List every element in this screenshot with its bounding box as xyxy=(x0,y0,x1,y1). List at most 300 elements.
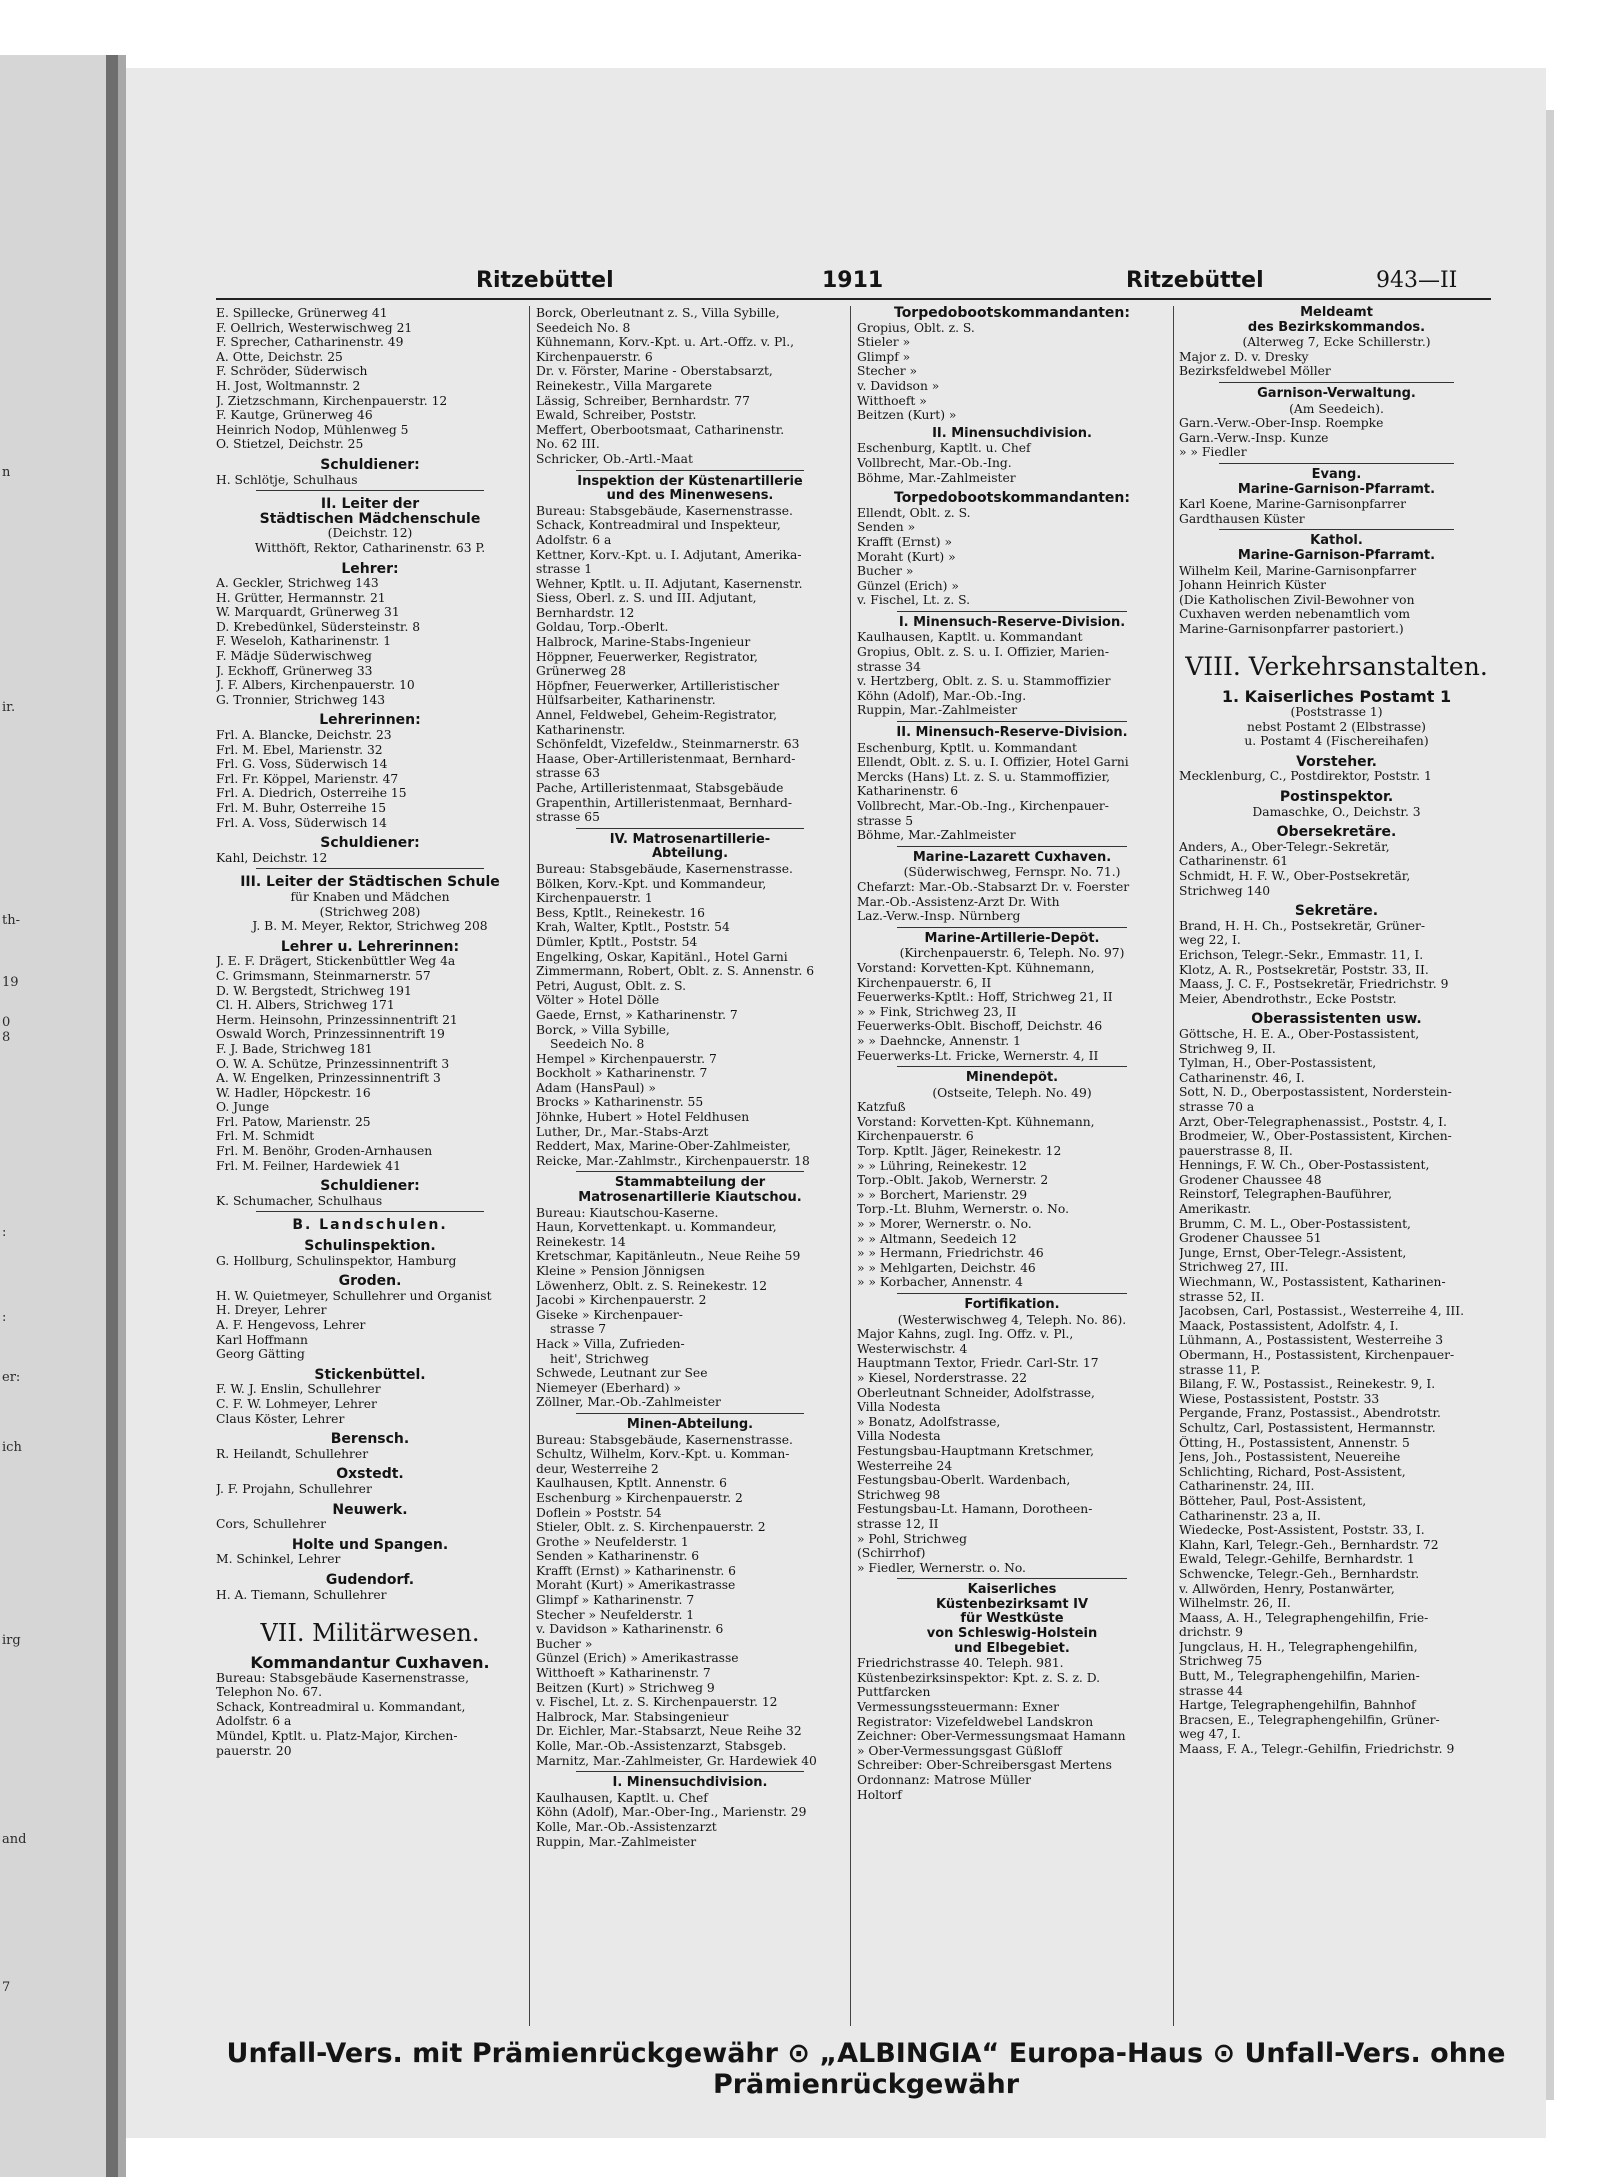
entry: Vorstand: Korvetten-Kpt. Kühnemann, xyxy=(857,1114,1095,1129)
entry: Kühnemann, Korv.-Kpt. u. Art.-Offz. v. Pl., xyxy=(536,335,795,350)
entry: Maass, F. A., Telegr.-Gehilfin, Friedrichstr. 9 xyxy=(1179,1742,1455,1757)
entry: Wilhelmstr. 26, II. xyxy=(1179,1596,1291,1611)
entry: » Bonatz, Adolfstrasse, xyxy=(857,1414,1001,1429)
header-rule xyxy=(216,298,1491,300)
entry: v. Fischel, Lt. z. S. xyxy=(857,593,971,608)
section-heading: Fortifikation. xyxy=(964,1298,1060,1312)
entry: Hartge, Telegraphengehilfin, Bahnhof xyxy=(1179,1698,1416,1713)
entry: Böhme, Mar.-Zahlmeister xyxy=(857,828,1016,843)
entry: Brand, H. H. Ch., Postsekretär, Grüner- xyxy=(1179,918,1426,933)
section-heading: B. Landschulen. xyxy=(292,1218,448,1234)
section-subtitle: (Ostseite, Teleph. No. 49) xyxy=(932,1085,1092,1100)
entry: weg 22, I. xyxy=(1179,933,1241,948)
column-2 xyxy=(536,306,844,1849)
section-heading: Garnison-Verwaltung. xyxy=(1257,386,1416,401)
entry: Catharinenstr. 24, III. xyxy=(1179,1479,1315,1494)
entry: Ellendt, Oblt. z. S. u. I. Offizier, Hotel Garni xyxy=(857,755,1129,770)
entry: Junge, Ernst, Ober-Telegr.-Assistent, xyxy=(1179,1245,1407,1260)
section-subtitle: für Knaben und Mädchen xyxy=(290,889,450,904)
entry: H. Dreyer, Lehrer xyxy=(216,1303,327,1318)
entry: Jacobsen, Carl, Postassist., Westerreihe 4, III. xyxy=(1179,1304,1465,1319)
entry: Frl. A. Blancke, Deichstr. 23 xyxy=(216,728,392,743)
entry: Mecklenburg, C., Postdirektor, Poststr. 1 xyxy=(1179,769,1432,784)
section-heading: Meldeamt xyxy=(1300,306,1373,320)
entry: Senden » Katharinenstr. 6 xyxy=(536,1549,700,1564)
entry: Eschenburg, Kptlt. u. Kommandant xyxy=(857,740,1077,755)
entry: Kaulhausen, Kaptlt. u. Chef xyxy=(536,1790,708,1805)
entry: v. Davidson » Katharinenstr. 6 xyxy=(536,1622,724,1637)
entry: Gropius, Oblt. z. S. xyxy=(857,320,975,335)
entry: J. E. F. Drägert, Stickenbüttler Weg 4a xyxy=(216,954,456,969)
entry: Senden » xyxy=(857,520,916,535)
advertisement-footer: Unfall-Vers. mit Prämienrückgewähr ⊙ „ALBINGIA“ Europa-Haus ⊙ Unfall-Vers. ohne Prämienrückgewähr xyxy=(226,2038,1506,2100)
margin-fragment: 0 xyxy=(2,1015,11,1030)
margin-fragment: 7 xyxy=(2,1980,11,1995)
entry: Schultz, Carl, Postassistent, Hermannstr. xyxy=(1179,1420,1436,1435)
entry: Friedrichstrasse 40. Teleph. 981. xyxy=(857,1656,1064,1671)
entry: Kirchenpauerstr. 6 xyxy=(857,1129,974,1144)
entry: Ruppin, Mar.-Zahlmeister xyxy=(536,1834,697,1849)
entry: Frl. M. Benöhr, Groden-Arnhausen xyxy=(216,1144,433,1159)
section-heading: I. Minensuchdivision. xyxy=(612,1776,768,1791)
entry: Westerreihe 24 xyxy=(857,1458,953,1473)
section-heading: Neuwerk. xyxy=(332,1502,408,1518)
entry: » Kiesel, Norderstrasse. 22 xyxy=(857,1370,1028,1385)
section-heading: Evang. xyxy=(1311,467,1362,482)
entry: Günzel (Erich) » xyxy=(857,578,959,593)
section-heading: Gudendorf. xyxy=(325,1572,415,1588)
header-right-place: Ritzebüttel xyxy=(1126,268,1264,293)
section-heading: Lehrerinnen: xyxy=(319,713,421,729)
entry: Krafft (Ernst) » xyxy=(857,534,953,549)
entry: Bureau: Kiautschou-Kaserne. xyxy=(536,1205,719,1220)
entry: Glimpf » Katharinenstr. 7 xyxy=(536,1593,695,1608)
entry: pauerstrasse 8, II. xyxy=(1179,1143,1293,1158)
entry: Sott, N. D., Oberpostassistent, Norderstein- xyxy=(1179,1085,1452,1100)
entry: Feuerwerks-Lt. Fricke, Wernerstr. 4, II xyxy=(857,1048,1099,1063)
entry: Herm. Heinsohn, Prinzessinnentrift 21 xyxy=(216,1012,458,1027)
entry: G. Tronnier, Strichweg 143 xyxy=(216,692,386,707)
entry: Völter » Hotel Dölle xyxy=(536,993,660,1008)
entry: Bureau: Stabsgebäude, Kasernenstrasse. xyxy=(536,1432,793,1447)
section-heading: und Elbegebiet. xyxy=(954,1641,1070,1656)
section-subtitle: (Deichstr. 12) xyxy=(327,526,413,541)
entry: Grodener Chaussee 51 xyxy=(1179,1231,1322,1246)
entry: Wiese, Postassistent, Poststr. 33 xyxy=(1179,1391,1380,1406)
entry: Katharinenstr. xyxy=(536,722,626,737)
section-heading: Holte und Spangen. xyxy=(291,1537,449,1553)
entry: Major z. D. v. Dresky xyxy=(1179,349,1309,364)
adjacent-page-strip xyxy=(0,55,110,2177)
entry: O. Junge xyxy=(216,1100,270,1115)
entry: drichstr. 9 xyxy=(1179,1625,1243,1640)
entry: strasse 63 xyxy=(536,766,600,781)
section-heading: Postinspektor. xyxy=(1279,790,1394,805)
section-heading: Oxstedt. xyxy=(336,1467,404,1482)
entry: Garn.-Verw.-Insp. Kunze xyxy=(1179,430,1329,445)
section-heading: Marine-Garnison-Pfarramt. xyxy=(1237,482,1436,497)
entry: Strichweg 140 xyxy=(1179,883,1271,898)
entry: Siess, Oberl. z. S. und III. Adjutant, xyxy=(536,591,757,606)
entry: » » Morer, Wernerstr. o. No. xyxy=(857,1217,1032,1232)
entry: Maass, J. C. F., Postsekretär, Friedrichstr. 9 xyxy=(1179,977,1449,992)
entry: Frl. Fr. Köppel, Marienstr. 47 xyxy=(216,771,399,786)
entry: strasse 1 xyxy=(536,562,593,577)
entry: Bureau: Stabsgebäude Kasernenstrasse, xyxy=(216,1670,469,1685)
entry: Strichweg 27, III. xyxy=(1179,1260,1289,1275)
column-3 xyxy=(857,306,1167,1802)
section-heading: Minendepôt. xyxy=(965,1071,1059,1086)
entry: » » Korbacher, Annenstr. 4 xyxy=(857,1275,1023,1290)
entry: Hülfsarbeiter, Katharinenstr. xyxy=(536,693,716,708)
entry: Torp.-Lt. Bluhm, Wernerstr. o. No. xyxy=(857,1202,1070,1217)
entry: Bockholt » Katharinenstr. 7 xyxy=(536,1066,708,1081)
margin-fragment: ir. xyxy=(2,700,16,715)
entry: Witthoeft » xyxy=(857,393,927,408)
entry: Adolfstr. 6 a xyxy=(536,532,612,547)
entry: Zöllner, Mar.-Ob.-Zahlmeister xyxy=(536,1395,721,1410)
section-heading: 1. Kaiserliches Postamt 1 xyxy=(1221,690,1452,706)
entry: Klotz, A. R., Postsekretär, Poststr. 33, II. xyxy=(1179,962,1429,977)
entry: Frl. G. Voss, Süderwisch 14 xyxy=(216,757,388,772)
entry: Catharinenstr. 61 xyxy=(1179,854,1289,869)
entry: Kaulhausen, Kaptlt. u. Kommandant xyxy=(857,630,1083,645)
entry: Halbrock, Mar. Stabsingenieur xyxy=(536,1709,729,1724)
margin-fragment: irg xyxy=(2,1633,21,1648)
entry: Höpfner, Feuerwerker, Artilleristischer xyxy=(536,678,780,693)
entry: G. Hollburg, Schulinspektor, Hamburg xyxy=(216,1253,457,1268)
entry: Ellendt, Oblt. z. S. xyxy=(857,505,971,520)
entry: Köhn (Adolf), Mar.-Ob.-Ing. xyxy=(857,688,1027,703)
entry: Wiechmann, W., Postassistent, Katharinen- xyxy=(1179,1275,1446,1290)
entry: Ewald, Schreiber, Poststr. xyxy=(536,408,697,423)
section-heading: Kathol. xyxy=(1310,534,1363,549)
entry: Bernhardstr. 12 xyxy=(536,605,635,620)
entry: Karl Koene, Marine-Garnisonpfarrer xyxy=(1179,497,1407,512)
margin-fragment: n xyxy=(2,465,11,480)
entry: F. Oellrich, Westerwischweg 21 xyxy=(216,320,413,335)
entry: Strichweg 9, II. xyxy=(1179,1041,1276,1056)
entry: Ötting, H., Postassistent, Annenstr. 5 xyxy=(1179,1435,1410,1450)
section-heading: Berensch. xyxy=(330,1432,410,1447)
section-heading: Schulinspektion. xyxy=(304,1239,436,1254)
entry: F. W. J. Enslin, Schullehrer xyxy=(216,1382,381,1397)
section-subtitle: (Am Seedeich). xyxy=(1289,401,1384,416)
entry: C. Grimsmann, Steinmarnerstr. 57 xyxy=(216,968,431,983)
entry: Puttfarcken xyxy=(857,1685,931,1700)
entry: Bucher » xyxy=(536,1636,593,1651)
entry: pauerstr. 20 xyxy=(216,1743,292,1758)
entry: Göttsche, H. E. A., Ober-Postassistent, xyxy=(1179,1026,1420,1041)
entry: Dr. v. Förster, Marine - Oberstabsarzt, xyxy=(536,364,773,379)
entry: Eschenburg » Kirchenpauerstr. 2 xyxy=(536,1490,743,1505)
entry: Georg Gätting xyxy=(216,1347,305,1362)
entry: Adolfstr. 6 a xyxy=(216,1714,292,1729)
entry: Grünerweg 28 xyxy=(536,664,626,679)
entry: Major Kahns, zugl. Ing. Offz. v. Pl., xyxy=(857,1327,1074,1342)
entry: strasse 11, P. xyxy=(1179,1362,1261,1377)
entry: Bezirksfeldwebel Möller xyxy=(1179,364,1331,379)
entry: Marnitz, Mar.-Zahlmeister, Gr. Hardewiek 40 xyxy=(536,1753,817,1768)
entry: strasse 52, II. xyxy=(1179,1289,1265,1304)
entry: Grapenthin, Artilleristenmaat, Bernhard- xyxy=(536,795,793,810)
entry: F. Kautge, Grünerweg 46 xyxy=(216,408,373,423)
entry: Stecher » xyxy=(857,364,918,379)
column-4 xyxy=(1179,306,1494,1757)
entry: Dümler, Kptlt., Poststr. 54 xyxy=(536,934,698,949)
entry: D. Krebedünkel, Südersteinstr. 8 xyxy=(216,619,421,634)
entry: Schmidt, H. F. W., Ober-Postsekretär, xyxy=(1179,869,1411,883)
entry: Hack » Villa, Zufrieden- xyxy=(536,1336,685,1351)
entry: Schricker, Ob.-Artl.-Maat xyxy=(536,451,693,466)
running-header xyxy=(126,268,1546,298)
entry: Frl. M. Ebel, Marienstr. 32 xyxy=(216,742,383,757)
section-heading: Obersekretäre. xyxy=(1276,825,1397,840)
section-heading: II. Minensuch-Reserve-Division. xyxy=(896,726,1128,741)
entry: strasse 12, II xyxy=(857,1516,939,1531)
entry: Ordonnanz: Matrose Müller xyxy=(857,1773,1032,1787)
entry: Schack, Kontreadmiral und Inspekteur, xyxy=(536,518,781,533)
entry: Stieler, Oblt. z. S. Kirchenpauerstr. 2 xyxy=(536,1520,766,1535)
section-heading: Lehrer u. Lehrerinnen: xyxy=(280,939,460,955)
entry: » » Borchert, Marienstr. 29 xyxy=(857,1187,1028,1202)
section-heading: I. Minensuch-Reserve-Division. xyxy=(898,615,1126,630)
entry: Bracsen, E., Telegraphengehilfin, Grüner- xyxy=(1179,1712,1440,1727)
section-heading: Marine-Lazarett Cuxhaven. xyxy=(912,850,1112,865)
section-heading: und des Minenwesens. xyxy=(606,489,774,504)
entry: Vollbrecht, Mar.-Ob.-Ing. xyxy=(857,455,1012,470)
entry: Grothe » Neufelderstr. 1 xyxy=(536,1534,689,1549)
entry: Anders, A., Ober-Telegr.-Sekretär, xyxy=(1179,839,1390,854)
entry: Mar.-Ob.-Assistenz-Arzt Dr. With xyxy=(857,894,1060,909)
entry: Garn.-Verw.-Ober-Insp. Roempke xyxy=(1179,416,1384,431)
scanned-page xyxy=(126,68,1546,2138)
entry: » » Lühring, Reinekestr. 12 xyxy=(857,1158,1027,1173)
entry: Catharinenstr. 46, I. xyxy=(1179,1070,1305,1085)
entry: Bötteher, Paul, Post-Assistent, xyxy=(1179,1493,1367,1508)
section-heading: Schuldiener: xyxy=(320,836,420,851)
entry: Haun, Korvettenkapt. u. Kommandeur, xyxy=(536,1220,777,1235)
section-heading: Sekretäre. xyxy=(1294,904,1379,919)
entry: Kettner, Korv.-Kpt. u. I. Adjutant, Amerika- xyxy=(536,547,802,562)
entry: Frl. M. Schmidt xyxy=(216,1129,315,1144)
entry: Bölken, Korv.-Kpt. und Kommandeur, xyxy=(536,876,767,891)
entry: F. Schröder, Süderwisch xyxy=(216,364,368,379)
entry: Bureau: Stabsgebäude, Kasernenstrasse. xyxy=(536,503,793,518)
entry: Marine-Garnisonpfarrer pastoriert.) xyxy=(1179,621,1404,636)
entry: Wiedecke, Post-Assistent, Poststr. 33, I. xyxy=(1179,1523,1425,1538)
entry: heit', Strichweg xyxy=(550,1351,649,1366)
entry: Hempel » Kirchenpauerstr. 7 xyxy=(536,1051,717,1066)
entry: Festungsbau-Oberlt. Wardenbach, xyxy=(857,1473,1071,1488)
entry: Schwede, Leutnant zur See xyxy=(536,1366,708,1381)
entry: Mündel, Kptlt. u. Platz-Major, Kirchen- xyxy=(216,1729,458,1744)
entry: Zeichner: Ober-Vermessungsmaat Hamann xyxy=(857,1729,1126,1744)
entry: Kretschmar, Kapitänleutn., Neue Reihe 59 xyxy=(536,1249,801,1264)
header-left-place: Ritzebüttel xyxy=(476,268,614,293)
entry: Höppner, Feuerwerker, Registrator, xyxy=(536,649,758,664)
entry: Seedeich No. 8 xyxy=(536,320,631,335)
book-gutter xyxy=(106,55,118,2177)
entry: Beitzen (Kurt) » xyxy=(857,408,957,423)
entry: (Schirrhof) xyxy=(857,1546,926,1561)
entry: Frl. A. Voss, Süderwisch 14 xyxy=(216,815,387,830)
entry: Meier, Abendrothstr., Ecke Poststr. xyxy=(1179,991,1397,1006)
entry: Stecher » Neufelderstr. 1 xyxy=(536,1607,695,1622)
column-divider xyxy=(1173,306,1174,2026)
entry: Annel, Feldwebel, Geheim-Registrator, xyxy=(536,708,778,723)
entry: Schlichting, Richard, Post-Assistent, xyxy=(1179,1464,1406,1479)
page-number: 943—II xyxy=(1376,268,1458,293)
entry: Reinstorf, Telegraphen-Bauführer, xyxy=(1179,1187,1393,1202)
section-heading: Marine-Artillerie-Depôt. xyxy=(924,931,1100,946)
section-heading: Schuldiener: xyxy=(320,457,420,473)
entry: Löwenherz, Oblt. z. S. Reinekestr. 12 xyxy=(536,1278,768,1293)
entry: Maack, Postassistent, Adolfstr. 4, I. xyxy=(1179,1318,1399,1333)
section-heading: Küstenbezirksamt IV xyxy=(935,1597,1089,1612)
entry: W. Marquardt, Grünerweg 31 xyxy=(216,605,400,620)
entry: Holtorf xyxy=(857,1787,902,1802)
column-1 xyxy=(216,306,524,1758)
entry: Johann Heinrich Küster xyxy=(1179,578,1326,593)
entry: O. W. A. Schütze, Prinzessinnentrift 3 xyxy=(216,1056,450,1071)
entry: F. Weseloh, Katharinenstr. 1 xyxy=(216,634,392,649)
margin-fragment: ich xyxy=(2,1440,22,1455)
entry: Witthoeft » Katharinenstr. 7 xyxy=(536,1666,711,1681)
entry: Schwencke, Telegr.-Geh., Bernhardstr. xyxy=(1179,1566,1420,1581)
entry: Seedeich No. 8 xyxy=(550,1037,645,1052)
entry: Vermessungssteuermann: Exner xyxy=(857,1700,1059,1715)
entry: Bilang, F. W., Postassist., Reinekestr. 9, I. xyxy=(1179,1377,1436,1392)
section-heading: Torpedobootskommandanten: xyxy=(894,306,1130,321)
entry: Moraht (Kurt) » xyxy=(857,549,956,564)
entry: Maass, A. H., Telegraphengehilfin, Frie- xyxy=(1179,1610,1429,1625)
section-heading: Schuldiener: xyxy=(320,1179,420,1194)
section-heading: Abteilung. xyxy=(651,847,729,862)
entry: Hennings, F. W. Ch., Ober-Postassistent, xyxy=(1179,1158,1430,1173)
entry: Halbrock, Marine-Stabs-Ingenieur xyxy=(536,635,751,650)
entry: Jungclaus, H. H., Telegraphengehilfin, xyxy=(1179,1639,1418,1654)
entry: Haase, Ober-Artilleristenmaat, Bernhard- xyxy=(536,751,796,766)
entry: Eschenburg, Kaptlt. u. Chef xyxy=(857,441,1031,456)
section-heading: von Schleswig-Holstein xyxy=(926,1627,1098,1642)
entry: Brodmeier, W., Ober-Postassistent, Kirchen- xyxy=(1179,1129,1452,1144)
entry: F. J. Bade, Strichweg 181 xyxy=(216,1041,373,1056)
chapter-heading: VII. Militärwesen. xyxy=(260,1619,480,1648)
entry: Meffert, Oberbootsmaat, Catharinenstr. xyxy=(536,422,785,437)
entry: Kirchenpauerstr. 6 xyxy=(536,349,653,364)
entry: A. Geckler, Strichweg 143 xyxy=(216,576,379,591)
section-subtitle: u. Postamt 4 (Fischereihafen) xyxy=(1244,734,1429,749)
entry: R. Heilandt, Schullehrer xyxy=(216,1446,369,1461)
entry: strasse 34 xyxy=(857,659,921,674)
entry: Bucher » xyxy=(857,564,914,579)
entry: Amerikastr. xyxy=(1179,1202,1252,1217)
entry: » » Mehlgarten, Deichstr. 46 xyxy=(857,1260,1036,1275)
entry: Günzel (Erich) » Amerikastrasse xyxy=(536,1651,739,1666)
section-heading: Inspektion der Küstenartillerie xyxy=(577,474,803,489)
entry: Damaschke, O., Deichstr. 3 xyxy=(1252,804,1421,819)
entry: v. Allwörden, Henry, Postanwärter, xyxy=(1179,1581,1395,1596)
entry: Kleine » Pension Jönnigsen xyxy=(536,1264,705,1278)
section-heading: Stickenbüttel. xyxy=(314,1367,426,1383)
entry: Frl. M. Feilner, Hardewiek 41 xyxy=(216,1158,401,1173)
entry: v. Hertzberg, Oblt. z. S. u. Stammoffizier xyxy=(857,674,1111,689)
entry: v. Davidson » xyxy=(857,378,940,393)
section-subtitle: nebst Postamt 2 (Elbstrasse) xyxy=(1247,719,1426,734)
entry: J. F. Albers, Kirchenpauerstr. 10 xyxy=(216,678,415,693)
entry: Beitzen (Kurt) » Strichweg 9 xyxy=(536,1680,715,1695)
entry: » » Hermann, Friedrichstr. 46 xyxy=(857,1246,1044,1261)
entry: Wehner, Kptlt. u. II. Adjutant, Kasernenstr. xyxy=(536,576,803,591)
entry: Strichweg 98 xyxy=(857,1487,941,1502)
section-heading: II. Minensuchdivision. xyxy=(932,426,1092,441)
entry: Erichson, Telegr.-Sekr., Emmastr. 11, I. xyxy=(1179,947,1424,962)
book-gutter-shadow xyxy=(118,55,126,2177)
entry: Kaulhausen, Kptlt. Annenstr. 6 xyxy=(536,1476,727,1491)
entry: Kolle, Mar.-Ob.-Assistenzarzt xyxy=(536,1819,717,1834)
entry: Küstenbezirksinspektor: Kpt. z. S. z. D. xyxy=(857,1670,1101,1685)
entry: Köhn (Adolf), Mar.-Ober-Ing., Marienstr. 29 xyxy=(536,1805,807,1820)
margin-fragment: th- xyxy=(2,913,20,928)
section-subtitle: (Westerwischweg 4, Teleph. No. 86). xyxy=(897,1312,1127,1327)
entry: Torp.-Oblt. Jakob, Wernerstr. 2 xyxy=(857,1173,1049,1188)
entry: Dr. Eichler, Mar.-Stabsarzt, Neue Reihe 32 xyxy=(536,1724,802,1739)
entry: Doflein » Poststr. 54 xyxy=(536,1505,662,1520)
entry: Reicke, Mar.-Zahlmstr., Kirchenpauerstr. 18 xyxy=(536,1153,810,1168)
entry: Stieler » xyxy=(857,335,911,350)
entry: Kirchenpauerstr. 6, II xyxy=(857,975,992,990)
entry: Schreiber: Ober-Schreibersgast Mertens xyxy=(857,1758,1112,1773)
section-subtitle: (Süderwischweg, Fernspr. No. 71.) xyxy=(903,865,1121,880)
entry: Heinrich Nodop, Mühlenweg 5 xyxy=(216,422,409,437)
entry: H. Grütter, Hermannstr. 21 xyxy=(216,590,386,605)
entry: Adam (HansPaul) » xyxy=(536,1080,656,1095)
entry: A. F. Hengevoss, Lehrer xyxy=(216,1318,366,1332)
section-heading: III. Leiter der Städtischen Schule xyxy=(240,875,500,890)
entry: Mercks (Hans) Lt. z. S. u. Stammoffizier, xyxy=(857,769,1111,784)
entry: Arzt, Ober-Telegraphenassist., Poststr. 4, I. xyxy=(1179,1114,1447,1129)
entry: Engelking, Oskar, Kapitänl., Hotel Garni xyxy=(536,949,788,964)
entry: Telephon No. 67. xyxy=(216,1685,323,1700)
entry: Obermann, H., Postassistent, Kirchenpauer- xyxy=(1179,1348,1455,1362)
entry: Butt, M., Telegraphengehilfin, Marien- xyxy=(1179,1669,1420,1684)
entry: Gaede, Ernst, » Katharinenstr. 7 xyxy=(536,1007,738,1022)
entry: Brumm, C. M. L., Ober-Postassistent, xyxy=(1179,1216,1411,1231)
section-heading: Marine-Garnison-Pfarramt. xyxy=(1237,548,1436,563)
entry: » Fiedler, Wernerstr. o. No. xyxy=(857,1560,1026,1575)
entry: Jacobi » Kirchenpauerstr. 2 xyxy=(536,1293,707,1308)
entry: Feuerwerks-Kptlt.: Hoff, Strichweg 21, II xyxy=(857,990,1113,1005)
entry: J. B. M. Meyer, Rektor, Strichweg 208 xyxy=(252,919,488,934)
entry: Glimpf » xyxy=(857,349,911,364)
entry: v. Fischel, Lt. z. S. Kirchenpauerstr. 12 xyxy=(536,1695,778,1710)
entry: Chefarzt: Mar.-Ob.-Stabsarzt Dr. v. Foerster xyxy=(857,879,1130,894)
entry: Frl. A. Diedrich, Osterreihe 15 xyxy=(216,786,407,801)
entry: Festungsbau-Lt. Hamann, Dorotheen- xyxy=(857,1502,1093,1517)
entry: Festungsbau-Hauptmann Kretschmer, xyxy=(857,1443,1094,1458)
entry: Lässig, Schreiber, Bernhardstr. 77 xyxy=(536,393,750,408)
entry: D. W. Bergstedt, Strichweg 191 xyxy=(216,983,412,998)
section-heading: Städtischen Mädchenschule xyxy=(259,511,481,527)
entry: Kolle, Mar.-Ob.-Assistenzarzt, Stabsgeb. xyxy=(536,1739,787,1753)
entry: O. Stietzel, Deichstr. 25 xyxy=(216,437,364,452)
entry: Bureau: Stabsgebäude, Kasernenstrasse. xyxy=(536,861,793,876)
entry: Ruppin, Mar.-Zahlmeister xyxy=(857,703,1018,718)
entry: H. W. Quietmeyer, Schullehrer und Organist xyxy=(216,1288,492,1303)
entry: Claus Köster, Lehrer xyxy=(216,1411,345,1426)
entry: W. Hadler, Höpckestr. 16 xyxy=(216,1085,371,1100)
